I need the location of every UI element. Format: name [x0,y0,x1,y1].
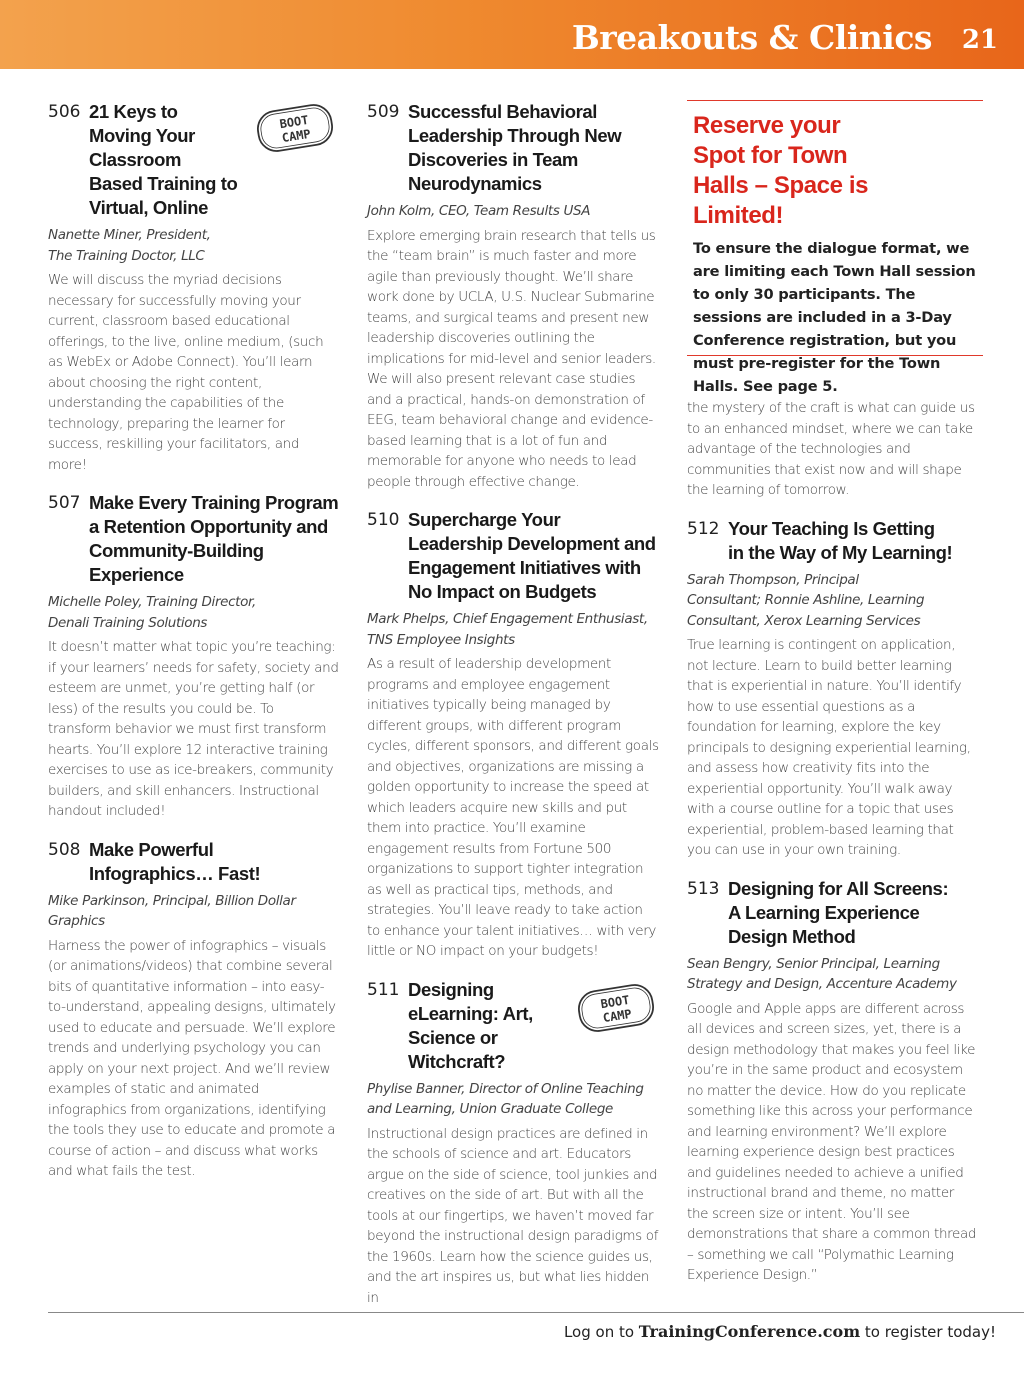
session-title: Designing eLearning: Art, Science or Witchcraft? [408,978,533,1072]
session-speaker: Michelle Poley, Training Director, Denali Training Solutions [48,594,256,631]
session-description: As a result of leadership development programs and employee engagement initiatives typically being managed by different groups, with different program cycles, different sponsors, and different goals and objectives, organizations are missing a golden opportunity to increase the speed at which leaders acquire new skills and put them into practice. You’ll examine engagement results from Fortune 500 organizations to support tighter integration as well as practical tips, methods, and strategies. You’ll leave ready to take action to enhance your talent initiatives… with very little or NO impact on your budgets! [367,656,659,959]
session-510 [367,508,659,962]
footer-cta [564,1322,996,1341]
session-number: 507 [48,493,81,513]
boot-camp-line1: BOOT [599,992,631,1011]
session-speaker: Mark Phelps, Chief Engagement Enthusiast, TNS Employee Insights [367,611,648,648]
session-507 [48,491,340,822]
session-description: Harness the power of infographics – visuals (or animations/videos) that combine several bits of quantitative information – into easy-to-understand, appealing designs, ultimately used to educate and persuade. We’ll explore trends and underlying psychology you can apply on your next project. And we’ll review examples of static and animated infographics from organizations, identifying the tools they use to educate and promote a course of action – and discuss what works and what fails the test. [48,937,336,1179]
session-number: 509 [367,102,400,122]
session-title: Make Powerful Infographics… Fast! [89,838,261,884]
session-title: Make Every Training Program a Retention Opportunity and Community-Building Experience [89,492,339,585]
session-description: Google and Apple apps are different across all devices and screen sizes, yet, there is a design methodology that makes you feel like you’re in the same product and ecosystem no matter the device. How do you replicate something like this across your performance and learning environment? We’ll explore learning experience design best practices and guidelines needed to achieve a unified instructional brand and theme, no matter the screen size or intent. You’ll see demonstrations that share a common thread – something we call “Polymathic Learning Experience Design.” [687,1000,977,1283]
session-description: True learning is contingent on application, not lecture. Learn to build better learning that is experiential in nature. You’ll identify how to use essential questions as a foundation for learning, explore the key principals to designing experiential learning, and assess how creativity fits into the experiential opportunity. You’ll walk away with a course outline for a topic that uses experiential, problem-based learning that you can use in your own training. [687,637,971,858]
boot-camp-line2: CAMP [280,126,312,146]
session-speaker: Nanette Miner, President, The Training Doctor, LLC [48,227,211,264]
session-number: 508 [48,839,81,860]
column-middle [367,100,659,1324]
session-speaker: Sarah Thompson, Principal Consultant; Ronnie Ashline, Learning Consultant, Xerox Learning Services [687,571,925,629]
session-509 [367,100,659,492]
session-description: Instructional design practices are defined in the schools of science and art. Educators argue on the side of science, tool junkies and creatives on the side of art. But with all the tools at our fingertips, we haven’t moved far beyond the instructional design paradigms of the 1960s. Learn how the science guides us, and the art inspires us, but what lies hidden in [367,1125,659,1306]
footer-site-link[interactable]: TrainingConference.com [638,1322,861,1341]
session-speaker: Mike Parkinson, Principal, Billion Dollar Graphics [48,892,296,929]
session-speaker: John Kolm, CEO, Team Results USA [367,203,591,219]
session-title: Successful Behavioral Leadership Through New Discoveries in Team Neurodynamics [408,101,622,194]
session-speaker: Sean Bengry, Senior Principal, Learning Strategy and Design, Accenture Academy [687,955,957,992]
session-512 [687,517,979,861]
page-number: 21 [961,25,998,55]
session-513 [687,877,979,1286]
session-506 [48,100,340,475]
session-number: 513 [687,878,720,899]
session-description: It doesn’t matter what topic you’re teaching: if your learners’ needs for safety, society and esteem are unmet, you’re getting half (or less) of the results you could be. To transform behavior we must first transform hearts. You’ll explore 12 interactive training exercises to use as ice-breakers, community builders, and skill enhancers. Instructional handout included! [48,639,339,819]
page-title: Breakouts & Clinics [571,18,932,57]
session-number: 506 [48,102,81,122]
session-description: Explore emerging brain research that tells us the “team brain” is much faster and more agile than previously thought. We’ll share work done by UCLA, U.S. Nuclear Submarine teams, and surgical teams and present new leadership discoveries outlining the implications for mid-level and senior leaders. We will also present relevant case studies and a practical, hands-on demonstration of EEG, team behavioral change and evidence-based learning that is a lot of fun and memorable for anyone who needs to lead people through effective change. [367,227,656,490]
page-header [0,0,1024,69]
boot-camp-line1: BOOT [278,112,310,132]
session-511-continued: the mystery of the craft is what can guide us to an enhanced mindset, where we can take advantage of the technologies and communities that exist now and will shape the learning of tomorrow. [687,400,975,498]
callout-heading: Reserve your Spot for Town Halls – Space is Limited! [693,112,869,229]
session-508 [48,838,340,1182]
session-title: 21 Keys to Moving Your Classroom Based Training to Virtual, Online [89,101,238,218]
town-hall-callout [687,100,983,395]
footer-prefix: Log on to [563,1323,639,1341]
session-number: 510 [367,510,400,530]
session-number: 512 [687,518,720,539]
session-511 [367,978,659,1309]
footer-suffix: to register today! [860,1323,996,1341]
callout-body: To ensure the dialogue format, we are limiting each Town Hall session to only 30 participants. The sessions are included in a 3-Day Conference registration, but you must pre-register for the Town Halls. See page 5. [693,240,976,395]
footer-divider [48,1312,1024,1313]
session-speaker: Phylise Banner, Director of Online Teaching and Learning, Union Graduate College [367,1080,644,1117]
column-right [687,398,979,1302]
session-title: Your Teaching Is Getting in the Way of My Learning! [728,517,953,563]
session-title: Supercharge Your Leadership Development and Engagement Initiatives with No Impact on Budgets [408,509,656,602]
session-title: Designing for All Screens: A Learning Experience Design Method [728,877,949,947]
column-left [48,100,340,1198]
session-description: We will discuss the myriad decisions necessary for successfully moving your current, classroom based educational offerings, to the live, online medium, (such as WebEx or Adobe Connect). You’ll learn about choosing the right content, understanding the capabilities of the technology, preparing the learner for success, reskilling your facilitators, and more! [48,272,324,473]
boot-camp-line2: CAMP [601,1006,633,1025]
session-number: 511 [367,979,400,1000]
